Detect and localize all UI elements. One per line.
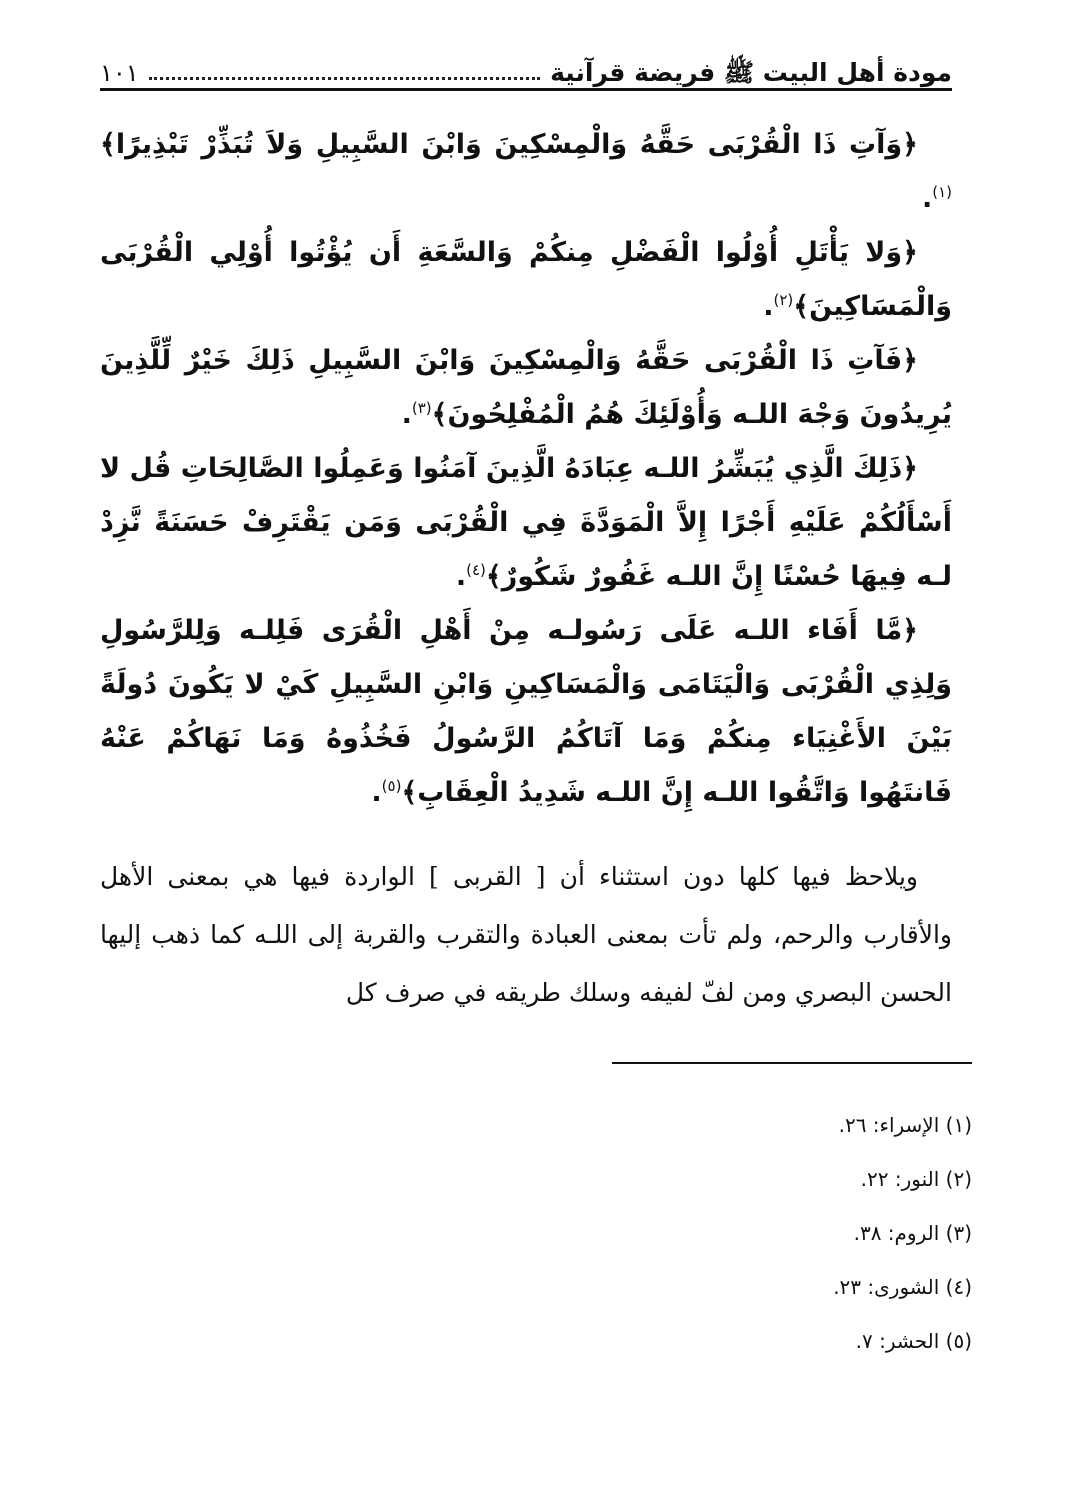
quran-verses (100, 118, 952, 820)
footnote-ref: (٤) (466, 561, 486, 579)
header-title: مودة أهل البيت ﷺ فريضة قرآنية (550, 58, 952, 87)
footnote: (٤) الشورى: ٢٣. (833, 1275, 972, 1299)
verse (100, 604, 952, 820)
footnote-ref: (١) (932, 183, 952, 201)
verse-text: ﴿وَلا يَأْتَلِ أُوْلُوا الْفَضْلِ مِنكُمْ وَالسَّعَةِ أَن يُؤْتُوا أُوْلِي الْقُرْبَى وَالْمَسَاكِينَ﴾ (100, 237, 952, 322)
footnote: (١) الإسراء: ٢٦. (838, 1113, 972, 1137)
header-rule (100, 88, 952, 91)
verse-text: ﴿ذَلِكَ الَّذِي يُبَشِّرُ اللـه عِبَادَهُ الَّذِينَ آمَنُوا وَعَمِلُوا الصَّالِحَاتِ قُل لا أَسْأَلُكُمْ عَلَيْهِ أَجْرًا إِلاَّ الْمَوَدَّةَ فِي الْقُرْبَى وَمَن يَقْتَرِفْ حَسَنَةً نَّزِدْ لـه فِيهَا حُسْنًا إِنَّ اللـه غَفُورٌ شَكُورٌ﴾ (100, 453, 952, 592)
verse-tail: . (763, 291, 774, 322)
verse (100, 226, 952, 334)
verse-text: ﴿مَّا أَفَاء اللـه عَلَى رَسُولـه مِنْ أَهْلِ الْقُرَى فَلِلـه وَلِلرَّسُولِ وَلِذِي الْقُرْبَى وَالْيَتَامَى وَالْمَسَاكِينِ وَابْنِ السَّبِيلِ كَيْ لا يَكُونَ دُولَةً بَيْنَ الأَغْنِيَاء مِنكُمْ وَمَا آتَاكُمُ الرَّسُولُ فَخُذُوهُ وَمَا نَهَاكُمْ عَنْهُ فَانتَهُوا وَاتَّقُوا اللـه إِنَّ اللـه شَدِيدُ الْعِقَابِ﴾ (100, 615, 952, 808)
footnote-ref: (٢) (773, 291, 794, 309)
verse-tail: . (921, 183, 933, 214)
running-header (100, 40, 952, 88)
page-number: ١٠١ (100, 59, 139, 87)
footnote: (٣) الروم: ٣٨. (853, 1221, 972, 1245)
verse (100, 334, 952, 442)
footnotes (100, 1098, 972, 1368)
verse-tail: . (455, 561, 467, 592)
footnote: (٥) الحشر: ٧. (855, 1329, 972, 1353)
verse-text: ﴿وَآتِ ذَا الْقُرْبَى حَقَّهُ وَالْمِسْكِينَ وَابْنَ السَّبِيلِ وَلاَ تُبَذِّرْ تَبْذِيرًا﴾ (100, 129, 918, 160)
header-leader-dots (149, 77, 540, 80)
verse-text: ﴿فَآتِ ذَا الْقُرْبَى حَقَّهُ وَالْمِسْكِينَ وَابْنَ السَّبِيلِ ذَلِكَ خَيْرٌ لِّلَّذِينَ يُرِيدُونَ وَجْهَ اللـه وَأُوْلَئِكَ هُمُ الْمُفْلِحُونَ﴾ (100, 345, 952, 430)
verse-tail: . (401, 399, 412, 430)
verse-tail: . (371, 777, 382, 808)
footnote: (٢) النور: ٢٢. (860, 1167, 972, 1191)
commentary-paragraph: ويلاحظ فيها كلها دون استثناء أن [ القربى ] الواردة فيها هي بمعنى الأهل والأقارب والرحم، ولم تأت بمعنى العبادة والتقرب والقربة إلى اللـه كما ذهب إليها الحسن البصري ومن لفّ لفيفه وسلك طريقه في صرف كل (100, 862, 952, 1007)
footnote-ref: (٣) (411, 399, 432, 417)
footnote-separator (612, 1062, 972, 1064)
footnote-ref: (٥) (381, 777, 402, 795)
verse (100, 118, 952, 226)
verse (100, 442, 952, 604)
